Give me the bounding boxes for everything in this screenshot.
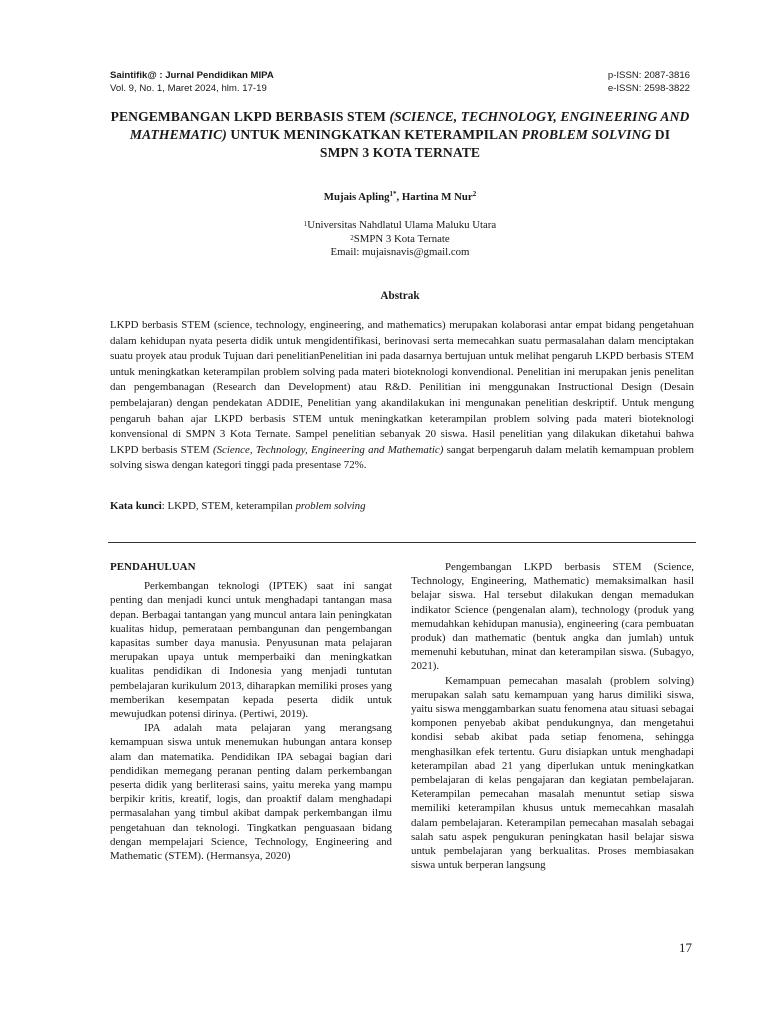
affiliation-1 (110, 219, 690, 233)
author-2: Hartina M Nur (401, 191, 473, 203)
keywords-italic: problem solving (295, 500, 366, 512)
right-column (411, 560, 694, 872)
page-number: 17 (679, 940, 692, 955)
title-part: DI SMPN 3 KOTA TERNATE (319, 127, 671, 160)
paragraph: Pengembangan LKPD berbasis STEM (Science, Technology, Engineering, Mathematic) memaksimalkan hasil belajar siswa. Hal tersebut dilakukan dengan memadukan indikator Science (pengenalan alam), technology (produk yang memudahkan kehidupan manusia), engineering (cara pembuatan produk) dan mathematic (bentuk angka dan jumlah) untuk memenuhi kebutuhan, minat dan keterampilan siswa. (Subagyo, 2021). (411, 561, 694, 673)
author-separator: , (396, 191, 402, 203)
abstract-italic: (Science, Technology, Engineering and Mathematic) (212, 443, 444, 456)
paragraph: Perkembangan teknologi (IPTEK) saat ini sangat penting dan menjadi kunci untuk menghadapi tantangan masa depan. Berbagai tantangan yang muncul antara lain peningkatan kualitas hidup, pemerataan pembangunan dan pengembangan kapasitas sumber daya manusia. Penyusunan mata pelajaran merupakan upaya untuk memperbaiki dan meningkatkan kualitas pendidikan di Indonesia yang menjadi tuntutan pembelajaran kurikulum 2013, diharapkan memiliki proses yang memberikan kesempatan kepada peserta didik untuk mewujudkan potensi dirinya. (Pertiwi, 2019). (110, 580, 392, 721)
paragraph: Kemampuan pemecahan masalah (problem solving) merupakan salah satu kemampuan yang harus dimiliki siswa, yaitu siswa menggambarkan suatu fenomena atau situasi sebagai komponen penyebab akibat pendukungnya, dan mengetahui kondisi sebab akibat pada setiap fenomena, sehingga menghasilkan efek tertentu. Guru disiapkan untuk menghadapi keterampilan abad 21 yang diperlukan untuk meningkatkan pembelajaran di kelas pengajaran dan kegiatan pembelajaran. Keterampilan pemecahan masalah menuntut setiap siswa memiliki keterampilan khusus untuk memecahkan masalah dalam pembelajaran. Keterampilan pemecahan masalah sebagai salah satu aspek pengukuran peningkatan hasil belajar siswa untuk pembelajaran yang berkualitas. Proses membiasakan siswa untuk berperan langsung (411, 674, 694, 872)
journal-header (110, 69, 274, 95)
abstract-text: sangat berpengaruh dalam melatih kemampuan problem solving siswa dengan kategori tinggi pada presentase 72%. (110, 443, 694, 472)
author-1: Mujais Apling (323, 191, 390, 203)
left-column (110, 560, 392, 863)
author-2-mark: 2 (472, 190, 477, 198)
section-heading: PENDAHULUAN (110, 561, 196, 573)
section-divider (108, 542, 696, 543)
affiliations (110, 219, 690, 260)
keywords-label: Kata kunci (110, 500, 162, 512)
author-1-mark: 1* (389, 190, 397, 198)
journal-name: Saintifik@ : Jurnal Pendidikan MIPA (110, 70, 274, 81)
abstract-body (110, 318, 694, 474)
author-list (110, 191, 690, 203)
title-part: UNTUK MENINGKATKAN KETERAMPILAN (226, 127, 522, 142)
p-issn: p-ISSN: 2087-3816 (607, 70, 690, 81)
affiliation-2-text: SMPN 3 Kota Ternate (353, 232, 450, 245)
affiliation-1-text: Universitas Nahdlatul Ulama Maluku Utara (307, 219, 497, 231)
affiliation-2 (110, 233, 690, 247)
paragraph: IPA adalah mata pelajaran yang merangsang kemampuan siswa untuk menemukan hubungan antara konsep alam dan matematika. Pendidikan IPA sebagai bagian dari pendidikan memegang peranan penting dalam perkembangan peserta didik yang berliterasi sains, yaitu mereka yang mampu berpikir kritis, kreatif, logis, dan proaktif dalam menghadapi permasalahan yang timbul akibat dampak perkembangan ilmu pengetahuan dan teknologi. Tingkatkan penguasaan bidang dengan mempelajari Science, Technology, Engineering and Mathematic (STEM). (Hermansya, 2020) (110, 722, 392, 863)
e-issn: e-ISSN: 2598-3822 (607, 83, 690, 94)
keywords (110, 500, 694, 512)
abstract-text: LKPD berbasis STEM (science, technology, engineering, and mathematics) merupakan kolaborasi antar empat bidang pengetahuan dalam kehidupan nyata peserta didik untuk mengidentifikasi, berinovasi serta memecahkan suatu permasalahan dalam menciptakan suatu proyek atau produk Tujuan dari penelitianPenelitian ini pada dasarnya bertujuan untuk melihat pengaruh LKPD berbasis STEM untuk meningkatkan keterampilan problem solving pada materi bioteknologi konvendional. Penelitian ini merupakan jenis penelitan dan pengembanagan (Research dan Development) atau R&D. Penilitian ini menggunakan Instructional Design (Desain pembelajaran) dengan pendekatan ADDIE, Penelitian yang akandilakukan ini mengunakan penelitian deskriptif. Untuk mengung pengaruh bahan ajar LKPD berbasis STEM untuk meningkatkan keterampilan problem solving pada materi bioteknologi konvensional di SMPN 3 Kota Ternate. Sampel penelitian sebanyak 20 siswa. Hasil penelitian yang dilakukan diketahui bahwa LKPD berbasis STEM (110, 319, 694, 456)
title-italic-part: (SCIENCE, TECHNOLOGY, ENGINEERING AND MATHEMATIC) (129, 109, 690, 142)
abstract-heading: Abstrak (380, 290, 420, 302)
title-italic-part: PROBLEM SOLVING (521, 127, 652, 142)
affiliation-2-mark: 2 (350, 233, 354, 242)
affiliation-1-mark: 1 (303, 220, 308, 228)
paper-title (110, 108, 690, 162)
keywords-text: : LKPD, STEM, keterampilan (161, 500, 296, 512)
journal-volume: Vol. 9, No. 1, Maret 2024, hlm. 17-19 (110, 83, 267, 94)
title-part: PENGEMBANGAN LKPD BERBASIS STEM (110, 109, 390, 124)
email: Email: mujaisnavis@gmail.com (330, 246, 470, 259)
issn-block (608, 69, 690, 95)
